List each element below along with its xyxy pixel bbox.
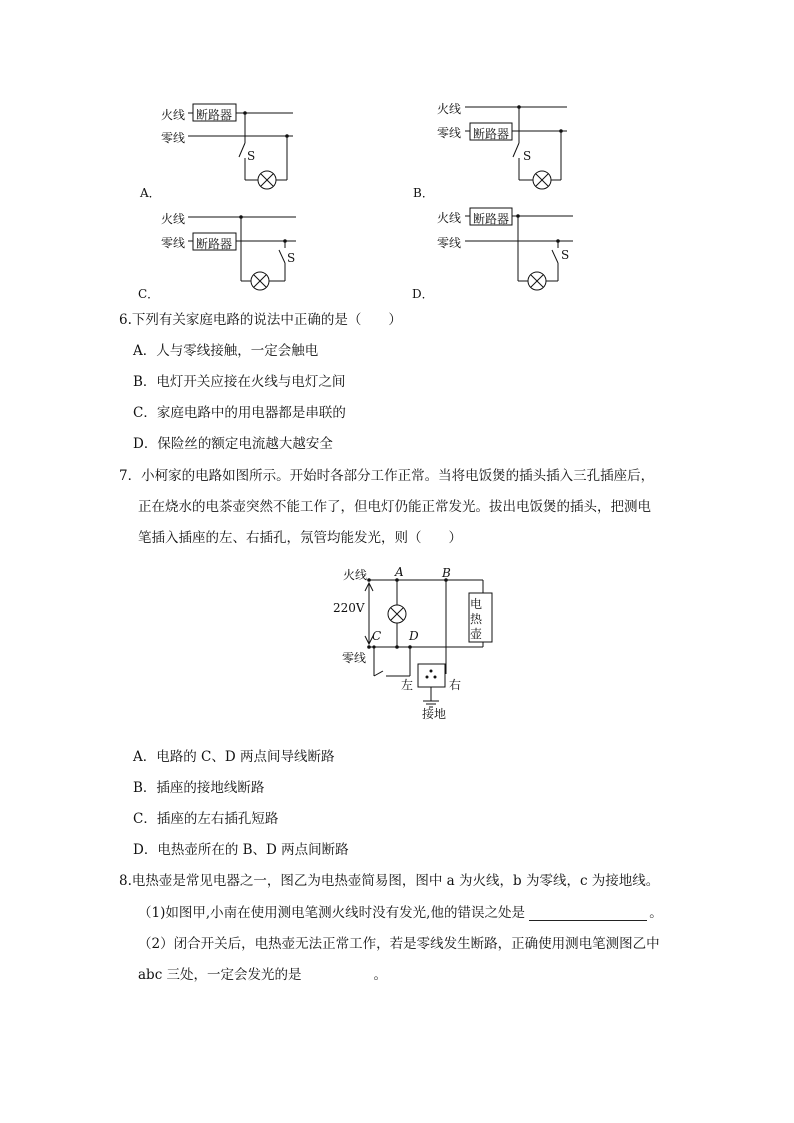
q8-sub1-blank[interactable]: [529, 908, 647, 921]
circuit-diagrams: [0, 0, 794, 300]
q7-point-b: B: [442, 566, 451, 580]
option-label-d: D．: [412, 287, 434, 301]
q7-option-a: A．电路的 C、D 两点间导线断路: [133, 749, 335, 765]
fire-label-c: 火线: [161, 212, 186, 226]
option-label-c: C．: [138, 287, 160, 301]
option-label-b: B．: [413, 186, 434, 200]
q7-option-b: B．插座的接地线断路: [133, 780, 265, 796]
breaker-label-b: 断路器: [473, 127, 510, 141]
q7-stem-line2: 正在烧水的电茶壶突然不能工作了，但电灯仍能正常发光。拔出电饭煲的插头，把测电: [138, 499, 651, 515]
q6-option-b: B．电灯开关应接在火线与电灯之间: [133, 374, 346, 390]
breaker-label-a: 断路器: [196, 108, 233, 122]
switch-label-b: S: [523, 149, 532, 163]
q7-right-label: 右: [449, 678, 462, 692]
q7-point-d: D: [409, 629, 419, 643]
q8-sub1: （1)如图甲,小南在使用测电笔测火线时没有发光,他的错误之处是 。: [138, 905, 663, 921]
zero-label-c: 零线: [161, 236, 186, 250]
q8-sub2-line2: abc 三处，一定会发光的是 。: [138, 967, 388, 983]
switch-label-c: S: [287, 251, 296, 265]
switch-label-d: S: [561, 248, 570, 262]
q7-zero-label: 零线: [342, 651, 367, 665]
breaker-label-c: 断路器: [196, 237, 233, 251]
zero-label-a: 零线: [161, 131, 186, 145]
q8-sub2-line1: （2）闭合开关后，电热壶无法正常工作，若是零线发生断路，正确使用测电笔测图乙中: [138, 936, 660, 952]
q6-option-a: A．人与零线接触，一定会触电: [133, 343, 319, 359]
fire-label-d: 火线: [437, 211, 462, 225]
switch-label-a: S: [247, 149, 256, 163]
q7-point-a: A: [395, 565, 404, 579]
q7-stem-line1: 7．小柯家的电路如图所示。开始时各部分工作正常。当将电饭煲的插头插入三孔插座后，: [119, 468, 655, 484]
zero-label-d: 零线: [437, 236, 462, 250]
q7-option-c: C．插座的左右插孔短路: [133, 811, 279, 827]
q7-kettle-label: 电 热 壶: [470, 597, 483, 641]
q7-stem-line3: 笔插入插座的左、右插孔，氖管均能发光，则（ ）: [138, 530, 462, 546]
q7-option-d: D．电热壶所在的 B、D 两点间断路: [133, 842, 349, 858]
q7-point-c: C: [372, 629, 382, 643]
option-label-a: A．: [140, 186, 161, 200]
q7-voltage-label: 220V: [333, 601, 365, 615]
fire-label-a: 火线: [161, 108, 186, 122]
q8-stem: 8.电热壶是常见电器之一，图乙为电热壶简易图，图中 a 为火线，b 为零线，c 为接地线。: [119, 873, 660, 889]
q7-circuit-figure: [0, 560, 794, 720]
q7-ground-label: 接地: [422, 707, 447, 721]
q7-left-label: 左: [401, 678, 414, 692]
q6-option-d: D．保险丝的额定电流越大越安全: [133, 436, 333, 452]
q6-option-c: C．家庭电路中的用电器都是串联的: [133, 405, 346, 421]
q7-fire-label: 火线: [343, 568, 368, 582]
fire-label-b: 火线: [437, 102, 462, 116]
q7-socket: [418, 664, 445, 687]
breaker-label-d: 断路器: [473, 212, 510, 226]
zero-label-b: 零线: [437, 126, 462, 140]
q6-stem: 6.下列有关家庭电路的说法中正确的是（ ）: [119, 312, 402, 328]
